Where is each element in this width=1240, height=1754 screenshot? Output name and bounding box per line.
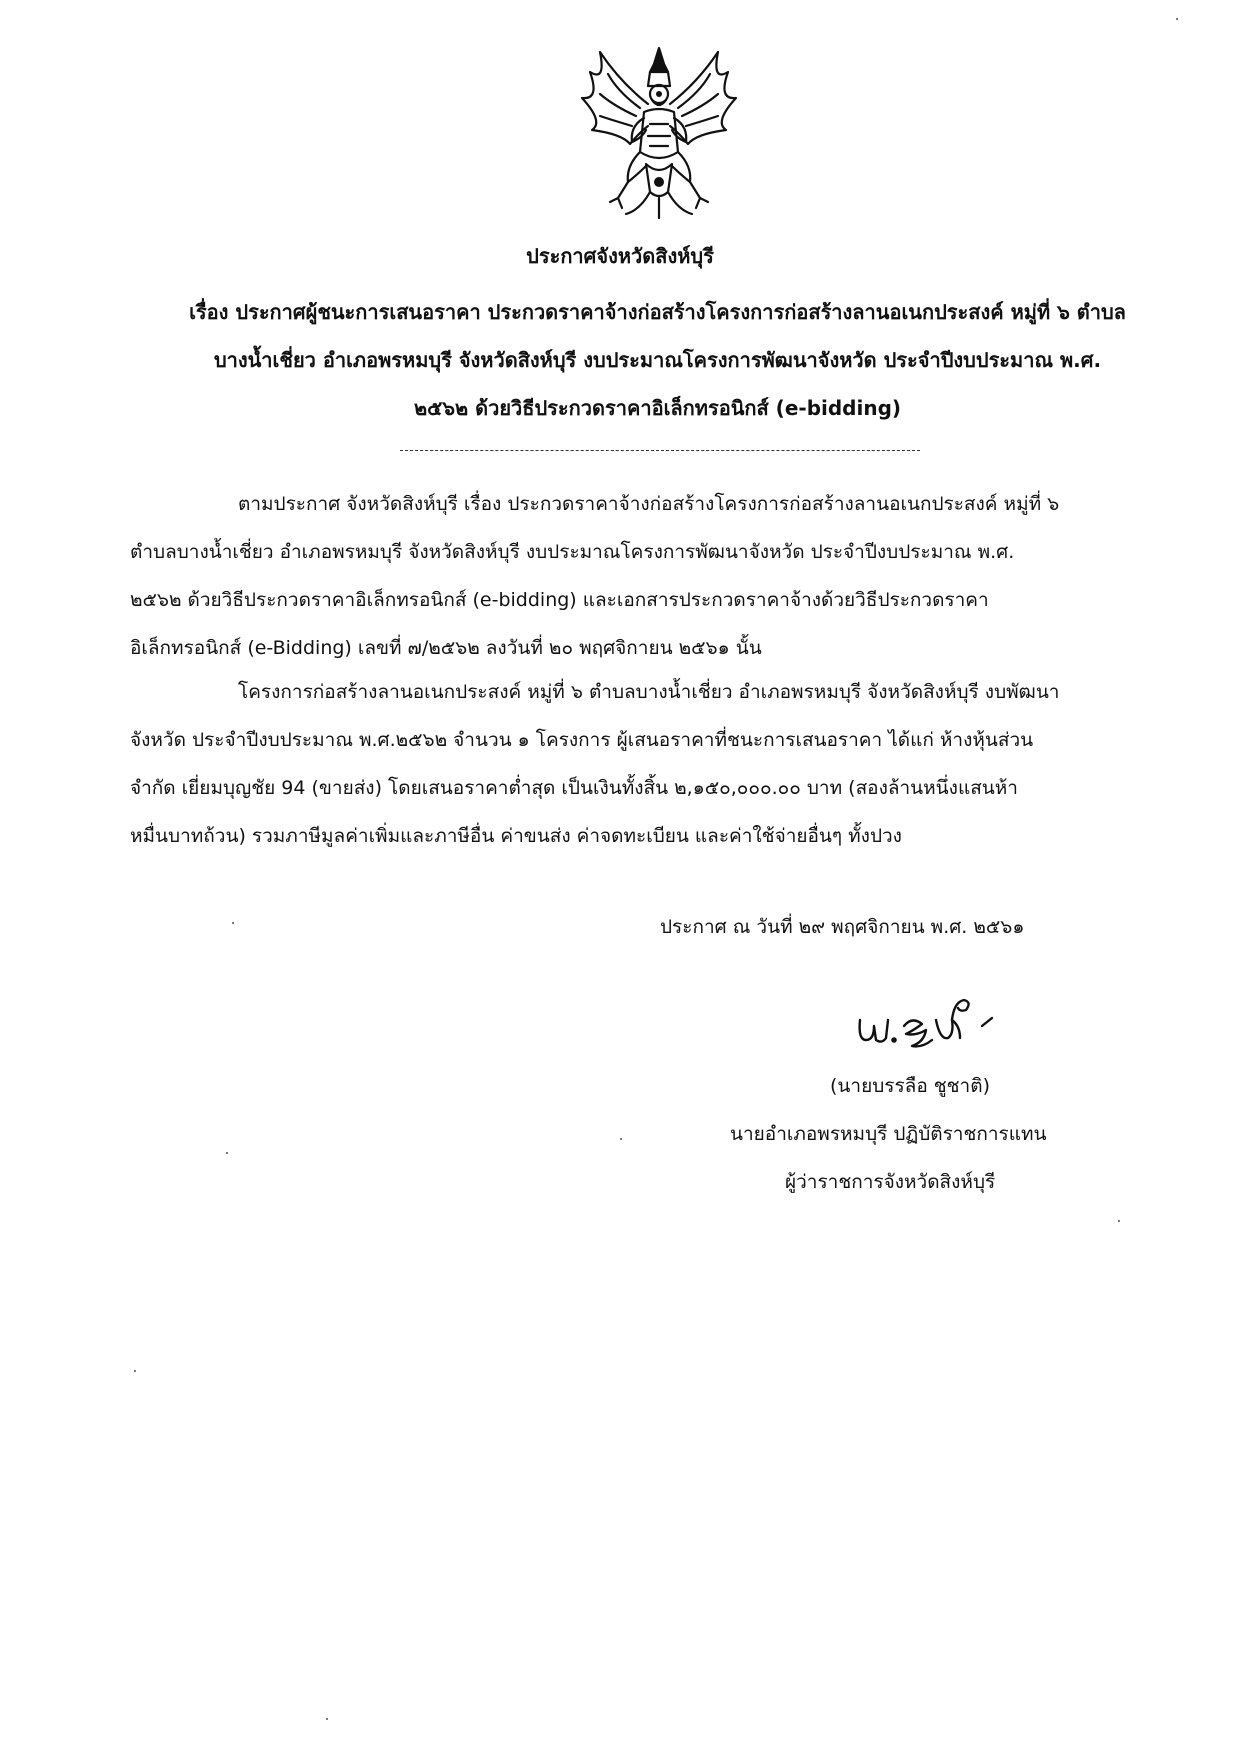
dashed-divider [400, 450, 920, 451]
scan-speck [232, 922, 234, 924]
scan-speck [1176, 18, 1178, 20]
subject-line: เรื่อง ประกาศผู้ชนะการเสนอราคา ประกวดราคาจ้างก่อสร้างโครงการก่อสร้างลานอเนกประสงค์ หมู่ที่ ๖ ตำบล [189, 300, 1126, 324]
document-subject [130, 288, 1185, 432]
paragraph-line: อิเล็กทรอนิกส์ (e-Bidding) เลขที่ ๗/๒๕๖๒ ลงวันที่ ๒๐ พฤศจิกายน ๒๕๖๑ นั้น [130, 637, 762, 659]
subject-line: ๒๕๖๒ ด้วยวิธีประกวดราคาอิเล็กทรอนิกส์ (e-bidding) [413, 396, 902, 420]
scan-speck [326, 1718, 328, 1720]
handwritten-signature [852, 990, 1012, 1060]
paragraph-reference [130, 480, 1190, 672]
document-title: ประกาศจังหวัดสิงห์บุรี [526, 244, 714, 268]
scan-speck [620, 1138, 622, 1140]
announcement-date: ประกาศ ณ วันที่ ๒๙ พฤศจิกายน พ.ศ. ๒๕๖๑ [660, 916, 1025, 938]
garuda-emblem [570, 42, 748, 224]
signer-position-2: ผู้ว่าราชการจังหวัดสิงห์บุรี [785, 1171, 996, 1193]
paragraph-line: ตำบลบางน้ำเชี่ยว อำเภอพรหมบุรี จังหวัดสิงห์บุรี งบประมาณโครงการพัฒนาจังหวัด ประจำปีงบประมาณ พ.ศ. [130, 541, 1015, 563]
scan-speck [226, 1152, 228, 1154]
signature-block [700, 1062, 1100, 1206]
scan-speck [1118, 1220, 1120, 1222]
signer-position: นายอำเภอพรหมบุรี ปฏิบัติราชการแทน [730, 1123, 1047, 1145]
paragraph-line: โครงการก่อสร้างลานอเนกประสงค์ หมู่ที่ ๖ ตำบลบางน้ำเชี่ยว อำเภอพรหมบุรี จังหวัดสิงห์บุรี งบพัฒนา [238, 681, 1060, 703]
signer-name: (นายบรรลือ ชูชาติ) [830, 1075, 990, 1097]
paragraph-award [130, 668, 1190, 860]
paragraph-line: หมื่นบาทถ้วน) รวมภาษีมูลค่าเพิ่มและภาษีอื่น ค่าขนส่ง ค่าจดทะเบียน และค่าใช้จ่ายอื่นๆ ทั้งปวง [130, 825, 902, 847]
paragraph-line: จำกัด เยี่ยมบุญชัย 94 (ขายส่ง) โดยเสนอราคาต่ำสุด เป็นเงินทั้งสิ้น ๒,๑๕๐,๐๐๐.๐๐ บาท (สองล้านหนึ่งแสนห้า [130, 777, 1018, 799]
subject-line: บางน้ำเชี่ยว อำเภอพรหมบุรี จังหวัดสิงห์บุรี งบประมาณโครงการพัฒนาจังหวัด ประจำปีงบประมาณ พ.ศ. [213, 348, 1102, 372]
paragraph-line: ตามประกาศ จังหวัดสิงห์บุรี เรื่อง ประกวดราคาจ้างก่อสร้างโครงการก่อสร้างลานอเนกประสงค์ หมู่ที่ ๖ [238, 493, 1060, 515]
scan-speck [134, 1370, 136, 1372]
paragraph-line: จังหวัด ประจำปีงบประมาณ พ.ศ.๒๕๖๒ จำนวน ๑ โครงการ ผู้เสนอราคาที่ชนะการเสนอราคา ได้แก่ ห้างหุ้นส่วน [130, 729, 1034, 751]
paragraph-line: ๒๕๖๒ ด้วยวิธีประกวดราคาอิเล็กทรอนิกส์ (e-bidding) และเอกสารประกวดราคาจ้างด้วยวิธีประกวดราคา [130, 589, 989, 611]
